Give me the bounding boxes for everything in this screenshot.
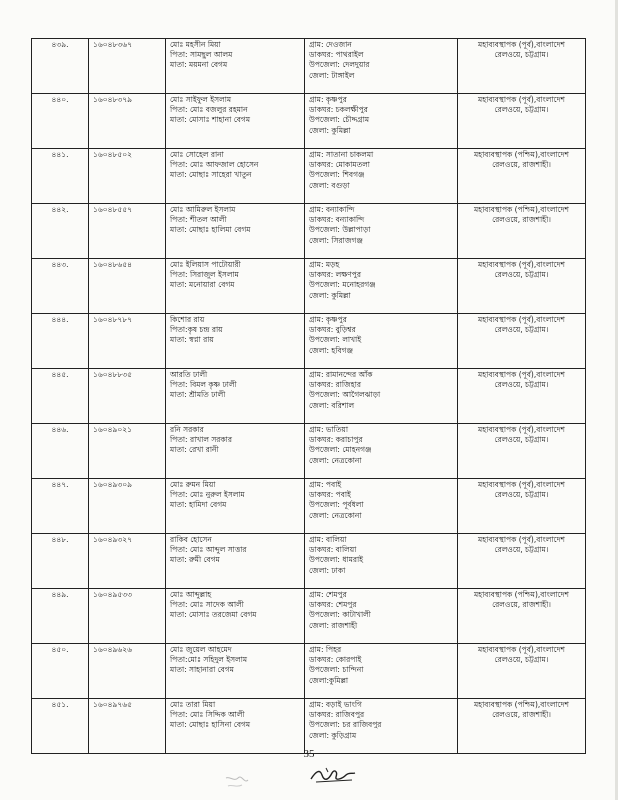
serial-number: ৪৪৭. xyxy=(51,480,69,489)
candidate-name: মোঃ রুমন মিয়া xyxy=(170,480,216,489)
address-line: ডাকঘর: চকলক্ষীপুর xyxy=(309,105,368,115)
address-cell xyxy=(305,259,458,314)
address-line: উপজেলা: পূর্বধলা xyxy=(309,500,364,510)
address-line: ডাকঘর: রাজিবপুর xyxy=(309,710,365,720)
roll-cell xyxy=(89,149,166,204)
office-cell xyxy=(458,479,586,534)
candidate-name: মোঃ তারা মিয়া xyxy=(170,700,216,709)
father-name: পিতা: মোঃ বজলুর রহমান xyxy=(170,105,248,115)
candidate-name: কিশোর রায় xyxy=(170,315,205,324)
father-name: পিতা: শীতল আলী xyxy=(170,215,227,225)
roll-cell xyxy=(89,204,166,259)
candidate-name: মোঃ মহসীন মিয়া xyxy=(170,40,221,49)
office-line: মহাব্যবস্থাপক (পূর্ব),বাংলাদেশ xyxy=(478,645,565,654)
address-line: জেলা: কুমিল্লা xyxy=(309,125,351,135)
address-line: গ্রাম: কৃষ্ণপুর xyxy=(309,95,347,104)
address-cell xyxy=(305,424,458,479)
table-row xyxy=(32,39,586,94)
candidate-name: আরতি ঢালী xyxy=(170,370,208,379)
office-line: মহাব্যবস্থাপক (পূর্ব),বাংলাদেশ xyxy=(478,480,565,489)
mother-name: মাতা: মনোয়ারা বেগম xyxy=(170,280,235,290)
table-row xyxy=(32,204,586,259)
office-line: মহাব্যবস্থাপক (পূর্ব),বাংলাদেশ xyxy=(478,260,565,269)
mother-name: মাতা: হামিদা বেগম xyxy=(170,500,227,510)
roll-number: ১৬০৪৯৬২৬ xyxy=(93,645,132,654)
name-cell xyxy=(166,149,305,204)
address-line: গ্রাম: রামানন্দের আঁক xyxy=(309,370,373,379)
roll-number: ১৬০৪৮৮৩৫ xyxy=(93,370,132,379)
serial-number: ৪৪৪. xyxy=(51,315,69,324)
address-line: জেলা: রাজশাহী xyxy=(309,620,358,630)
address-line: ডাকঘর: পবাই xyxy=(309,490,351,500)
office-cell xyxy=(458,94,586,149)
office-line: রেলওয়ে, চট্টগ্রাম। xyxy=(494,545,549,555)
mother-name: মাতা: রেখা রানী xyxy=(170,445,219,455)
father-name: পিতা: সামছুল আলম xyxy=(170,50,233,60)
address-line: গ্রাম: বড়াই ভাংগি xyxy=(309,700,362,709)
address-line: উপজেলা: দেলদুয়ার xyxy=(309,60,370,70)
address-line: ডাকঘর: পাথরাইল xyxy=(309,50,364,60)
name-cell xyxy=(166,589,305,644)
serial-number: ৪৪৬. xyxy=(51,425,69,434)
serial-cell xyxy=(32,204,89,259)
candidate-name: রাকিব হোসেন xyxy=(170,535,212,544)
address-line: ডাকঘর: লক্ষণপুর xyxy=(309,270,362,280)
serial-cell xyxy=(32,479,89,534)
office-cell xyxy=(458,589,586,644)
serial-number: ৪৫০. xyxy=(51,645,69,654)
father-name: পিতা: মোঃ আব্দুল সাত্তার xyxy=(170,545,247,555)
father-name: পিতা: মোঃ নুরুল ইসলাম xyxy=(170,490,245,500)
address-line: ডাকঘর: কোরপাই xyxy=(309,655,362,665)
address-line: উপজেলা: আগৈলঝাড়া xyxy=(309,390,381,400)
serial-number: ৪৪৮. xyxy=(51,535,69,544)
address-line: জেলা: বগুড়া xyxy=(309,180,350,190)
address-cell xyxy=(305,39,458,94)
address-line: গ্রাম: বালিয়া xyxy=(309,535,347,544)
address-line: ডাকঘর: বন্যাকান্দি xyxy=(309,215,365,225)
office-line: রেলওয়ে, চট্টগ্রাম। xyxy=(494,105,549,115)
address-cell xyxy=(305,479,458,534)
father-name: পিতা: বিমল কৃষ্ণ ঢালী xyxy=(170,380,237,390)
office-cell xyxy=(458,369,586,424)
table-row xyxy=(32,94,586,149)
father-name: পিতা: মোঃ সিদ্দিক আলী xyxy=(170,710,245,720)
address-line: গ্রাম: পবাই xyxy=(309,480,342,489)
address-line: ডাকঘর: রাজিহার xyxy=(309,380,362,390)
address-line: উপজেলা: চৌদ্দগ্রাম xyxy=(309,115,370,125)
father-name: পিতা:কৃষ চন্দ্র রায় xyxy=(170,325,223,335)
table-row xyxy=(32,314,586,369)
office-line: মহাব্যবস্থাপক (পূর্ব),বাংলাদেশ xyxy=(478,95,565,104)
roll-number: ১৬০৪৮৫০২ xyxy=(93,150,132,159)
serial-number: ৪৪১. xyxy=(51,150,69,159)
address-line: জেলা: কুড়িগ্রাম xyxy=(309,730,357,740)
roll-cell xyxy=(89,424,166,479)
table-row xyxy=(32,479,586,534)
candidate-name: মোঃ ইলিয়াস পাটোয়ারী xyxy=(170,260,241,269)
address-line: উপজেলা: ধামরাই xyxy=(309,555,364,565)
table-row xyxy=(32,259,586,314)
address-line: জেলা: নেত্রকোনা xyxy=(309,510,362,520)
roll-number: ১৬০৪৯৩২৭ xyxy=(93,535,132,544)
roll-cell xyxy=(89,39,166,94)
table-row xyxy=(32,369,586,424)
father-name: পিতা: মোঃ আফজাল হোসেন xyxy=(170,160,259,170)
roll-cell xyxy=(89,94,166,149)
office-cell xyxy=(458,204,586,259)
name-cell xyxy=(166,94,305,149)
address-line: জেলা: সিরাজগঞ্জ xyxy=(309,235,363,245)
serial-number: ৪৪০. xyxy=(51,95,69,104)
office-cell xyxy=(458,39,586,94)
office-cell xyxy=(458,259,586,314)
office-line: মহাব্যবস্থাপক (পূর্ব),বাংলাদেশ xyxy=(478,535,565,544)
address-cell xyxy=(305,204,458,259)
office-cell xyxy=(458,314,586,369)
address-line: গ্রাম: কৃষ্ণপুর xyxy=(309,315,347,324)
serial-cell xyxy=(32,699,89,754)
address-line: গ্রাম: পিহর xyxy=(309,645,342,654)
serial-cell xyxy=(32,534,89,589)
address-line: উপজেলা: মনোহরগঞ্জ xyxy=(309,280,376,290)
candidate-table-body xyxy=(32,39,586,754)
address-line: উপজেলা: উল্লাপাড়া xyxy=(309,225,371,235)
table-row xyxy=(32,149,586,204)
address-line: গ্রাম: বন্যাকান্দি xyxy=(309,205,355,214)
office-line: মহাব্যবস্থাপক (পশ্চিম),বাংলাদেশ xyxy=(474,700,569,709)
mother-name: মাতা: ময়মনা বেগম xyxy=(170,60,228,70)
office-line: মহাব্যবস্থাপক (পশ্চিম),বাংলাদেশ xyxy=(474,150,569,159)
address-line: জেলা: ঢাকা xyxy=(309,565,346,575)
address-line: উপজেলা: চান্দিনা xyxy=(309,665,364,675)
address-line: গ্রাম: শেমপুর xyxy=(309,590,347,599)
name-cell xyxy=(166,259,305,314)
office-cell xyxy=(458,644,586,699)
address-line: গ্রাম: ভাতিয়া xyxy=(309,425,348,434)
name-cell xyxy=(166,39,305,94)
roll-number: ১৬০৪৯৭৬৫ xyxy=(93,700,132,709)
address-cell xyxy=(305,699,458,754)
roll-cell xyxy=(89,259,166,314)
father-name: পিতা: রাখাল সরকার xyxy=(170,435,232,445)
office-line: রেলওয়ে, চট্টগ্রাম। xyxy=(494,380,549,390)
office-line: রেলওয়ে, রাজশাহী। xyxy=(492,160,551,170)
roll-number: ১৬০৪৮৭৮৭ xyxy=(93,315,132,324)
office-line: মহাব্যবস্থাপক (পূর্ব),বাংলাদেশ xyxy=(478,315,565,324)
office-line: রেলওয়ে, রাজশাহী। xyxy=(492,215,551,225)
signature-mark xyxy=(308,765,360,787)
mother-name: মাতা: মোছাঃ সাহেরা খাতুন xyxy=(170,170,252,180)
address-line: উপজেলা: চর রাজিবপুর xyxy=(309,720,382,730)
name-cell xyxy=(166,644,305,699)
office-line: রেলওয়ে, চট্টগ্রাম। xyxy=(494,435,549,445)
mother-name: মাতা: মোসাঃ শাহানা বেগম xyxy=(170,115,251,125)
roll-cell xyxy=(89,699,166,754)
office-line: রেলওয়ে, চট্টগ্রাম। xyxy=(494,325,549,335)
candidate-name: মোঃ সোহেল রানা xyxy=(170,150,224,159)
office-line: রেলওয়ে, চট্টগ্রাম। xyxy=(494,270,549,280)
address-line: গ্রাম: সাতানা চাকলমা xyxy=(309,150,374,159)
roll-cell xyxy=(89,314,166,369)
address-cell xyxy=(305,149,458,204)
name-cell xyxy=(166,424,305,479)
roll-number: ১৬০৪৮৩৬৭ xyxy=(93,40,132,49)
address-line: ডাকঘর: বালিয়া xyxy=(309,545,357,555)
candidate-table xyxy=(31,38,586,754)
office-line: রেলওয়ে, রাজশাহী। xyxy=(492,710,551,720)
address-line: উপজেলা: মোহনগঞ্জ xyxy=(309,445,372,455)
name-cell xyxy=(166,479,305,534)
roll-number: ১৬০৪৮৫৫৭ xyxy=(93,205,132,214)
mother-name: মাতা: রুমী বেগম xyxy=(170,555,220,565)
address-cell xyxy=(305,644,458,699)
office-line: রেলওয়ে, রাজশাহী। xyxy=(492,600,551,610)
serial-cell xyxy=(32,424,89,479)
serial-cell xyxy=(32,369,89,424)
serial-number: ৪৪৩. xyxy=(51,260,69,269)
office-cell xyxy=(458,424,586,479)
address-line: উপজেলা: কাটাখালী xyxy=(309,610,371,620)
office-cell xyxy=(458,534,586,589)
table-row xyxy=(32,699,586,754)
address-line: ডাকঘর: শেমপুর xyxy=(309,600,357,610)
address-line: ডাকঘর: করাচাপুর xyxy=(309,435,363,445)
office-cell xyxy=(458,149,586,204)
serial-number: ৪৩৯. xyxy=(51,40,69,49)
office-line: মহাব্যবস্থাপক (পূর্ব),বাংলাদেশ xyxy=(478,40,565,49)
candidate-name: মোঃ আমিরুল ইসলাম xyxy=(170,205,236,214)
office-line: মহাব্যবস্থাপক (পূর্ব),বাংলাদেশ xyxy=(478,425,565,434)
table-row xyxy=(32,644,586,699)
address-line: উপজেলা: লাখাই xyxy=(309,335,362,345)
office-line: রেলওয়ে, চট্টগ্রাম। xyxy=(494,655,549,665)
office-line: রেলওয়ে, চট্টগ্রাম। xyxy=(494,490,549,500)
name-cell xyxy=(166,534,305,589)
table-row xyxy=(32,589,586,644)
serial-number: ৪৪২. xyxy=(51,205,69,214)
roll-number: ১৬০৪৯০২১ xyxy=(93,425,132,434)
address-line: গ্রাম: দেওজান xyxy=(309,40,352,49)
serial-cell xyxy=(32,149,89,204)
mother-name: মাতা: মোসাঃ তরজেমা বেগম xyxy=(170,610,257,620)
address-cell xyxy=(305,369,458,424)
address-line: গ্রাম: মড়হ xyxy=(309,260,340,269)
address-line: উপজেলা: শিবগঞ্জ xyxy=(309,170,365,180)
roll-cell xyxy=(89,534,166,589)
table-row xyxy=(32,424,586,479)
address-line: ডাকঘর: বুড়িশ্বর xyxy=(309,325,356,335)
table-row xyxy=(32,534,586,589)
address-cell xyxy=(305,534,458,589)
serial-cell xyxy=(32,259,89,314)
serial-cell xyxy=(32,589,89,644)
address-cell xyxy=(305,589,458,644)
serial-number: ৪৪৫. xyxy=(51,370,69,379)
address-line: জেলা: বরিশাল xyxy=(309,400,355,410)
roll-cell xyxy=(89,589,166,644)
roll-cell xyxy=(89,479,166,534)
roll-number: ১৬০৪৯৫৩৩ xyxy=(93,590,132,599)
candidate-name: মোঃ জুয়েল আহমেদ xyxy=(170,645,232,654)
office-line: মহাব্যবস্থাপক (পূর্ব),বাংলাদেশ xyxy=(478,370,565,379)
address-line: জেলা: কুমিল্লা xyxy=(309,290,351,300)
serial-cell xyxy=(32,644,89,699)
address-line: জেলা: হবিগঞ্জ xyxy=(309,345,354,355)
father-name: পিতা: সিরাজুল ইসলাম xyxy=(170,270,239,280)
address-cell xyxy=(305,94,458,149)
candidate-name: মোঃ আব্দুল্লাহ xyxy=(170,590,212,599)
roll-number: ১৬০৪৯৩০৯ xyxy=(93,480,132,489)
page-number: 35 xyxy=(303,748,315,760)
mother-name: মাতা: মোছাঃ হালিমা বেগম xyxy=(170,225,251,235)
scan-smudge xyxy=(222,772,252,792)
roll-number: ১৬০৪৮৩৭৯ xyxy=(93,95,132,104)
serial-cell xyxy=(32,314,89,369)
office-line: মহাব্যবস্থাপক (পশ্চিম),বাংলাদেশ xyxy=(474,590,569,599)
candidate-name: মোঃ সাইফুল ইসলাম xyxy=(170,95,232,104)
name-cell xyxy=(166,369,305,424)
name-cell xyxy=(166,699,305,754)
serial-cell xyxy=(32,39,89,94)
address-line: ডাকঘর: মোকামতলা xyxy=(309,160,370,170)
candidate-name: রনি সরকার xyxy=(170,425,204,434)
office-line: মহাব্যবস্থাপক (পশ্চিম),বাংলাদেশ xyxy=(474,205,569,214)
father-name: পিতা:মোঃ সহিদুল ইসলাম xyxy=(170,655,248,665)
serial-number: ৪৪৯. xyxy=(51,590,69,599)
serial-number: ৪৫১. xyxy=(51,700,69,709)
address-cell xyxy=(305,314,458,369)
mother-name: মাতা: শ্রীমতি ঢালী xyxy=(170,390,226,400)
roll-number: ১৬০৪৮৬৫৪ xyxy=(93,260,132,269)
name-cell xyxy=(166,204,305,259)
office-line: রেলওয়ে, চট্টগ্রাম। xyxy=(494,50,549,60)
roll-cell xyxy=(89,644,166,699)
office-cell xyxy=(458,699,586,754)
address-line: জেলা: টাঙ্গাইল xyxy=(309,70,355,80)
mother-name: মাতা: সাহানারা বেগম xyxy=(170,665,234,675)
father-name: পিতা: মোঃ সাদেক আলী xyxy=(170,600,244,610)
mother-name: মাতা: স্বপ্না রায় xyxy=(170,335,214,345)
address-line: জেলা: নেত্রকোনা xyxy=(309,455,362,465)
mother-name: মাতা: মোছাঃ হাসিনা বেগম xyxy=(170,720,251,730)
address-line: জেলা:কুমিল্লা xyxy=(309,675,349,685)
roll-cell xyxy=(89,369,166,424)
name-cell xyxy=(166,314,305,369)
serial-cell xyxy=(32,94,89,149)
